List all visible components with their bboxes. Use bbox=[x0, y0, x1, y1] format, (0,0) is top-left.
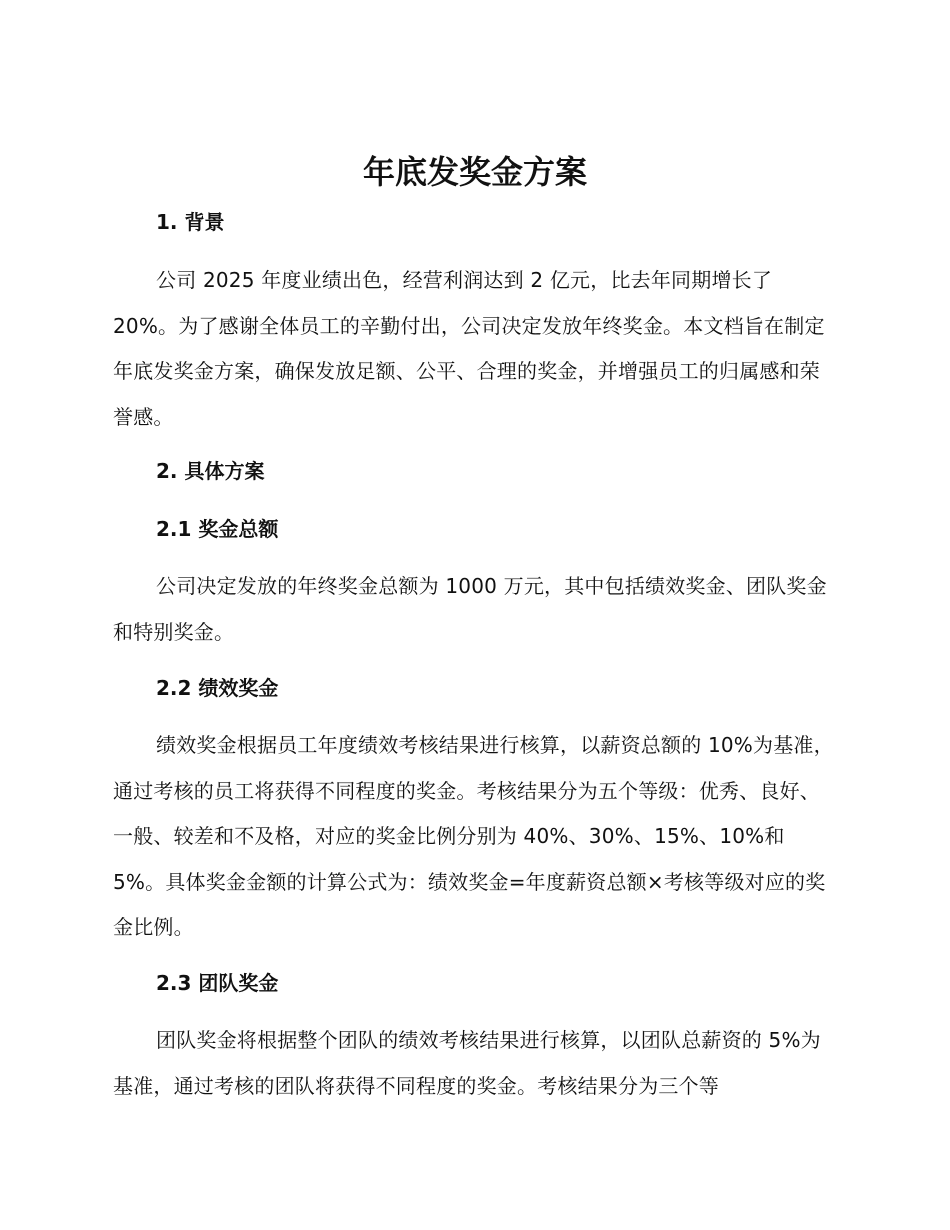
section-heading-team-bonus: 2.3 团队奖金 bbox=[156, 971, 279, 995]
section-paragraph-background: 公司 2025 年度业绩出色，经营利润达到 2 亿元，比去年同期增长了 20%。为了感谢全体员工的辛勤付出，公司决定发放年终奖金。本文档旨在制定年底发奖金方案，确保发放足额、公平、合理的奖金，并增强员工的归属感和荣誉感。 bbox=[113, 268, 825, 429]
section-heading-background: 1. 背景 bbox=[156, 210, 225, 234]
section-paragraph-bonus-total: 公司决定发放的年终奖金总额为 1000 万元，其中包括绩效奖金、团队奖金和特别奖金。 bbox=[113, 574, 827, 644]
section-paragraph-team-bonus: 团队奖金将根据整个团队的绩效考核结果进行核算，以团队总薪资的 5%为基准，通过考核的团队将获得不同程度的奖金。考核结果分为三个等 bbox=[113, 1028, 821, 1098]
section-heading-bonus-total: 2.1 奖金总额 bbox=[156, 517, 279, 541]
section-paragraph-performance-bonus: 绩效奖金根据员工年度绩效考核结果进行核算，以薪资总额的 10%为基准，通过考核的员工将获得不同程度的奖金。考核结果分为五个等级：优秀、良好、一般、较差和不及格，对应的奖金比例分别为 40%、30%、15%、10%和 5%。具体奖金金额的计算公式为：绩效奖金=年度薪资总额×考核等级对应的奖金比例。 bbox=[113, 733, 834, 939]
section-heading-performance-bonus: 2.2 绩效奖金 bbox=[156, 676, 279, 700]
document-title: 年底发奖金方案 bbox=[362, 153, 587, 191]
section-heading-plan: 2. 具体方案 bbox=[156, 459, 265, 483]
